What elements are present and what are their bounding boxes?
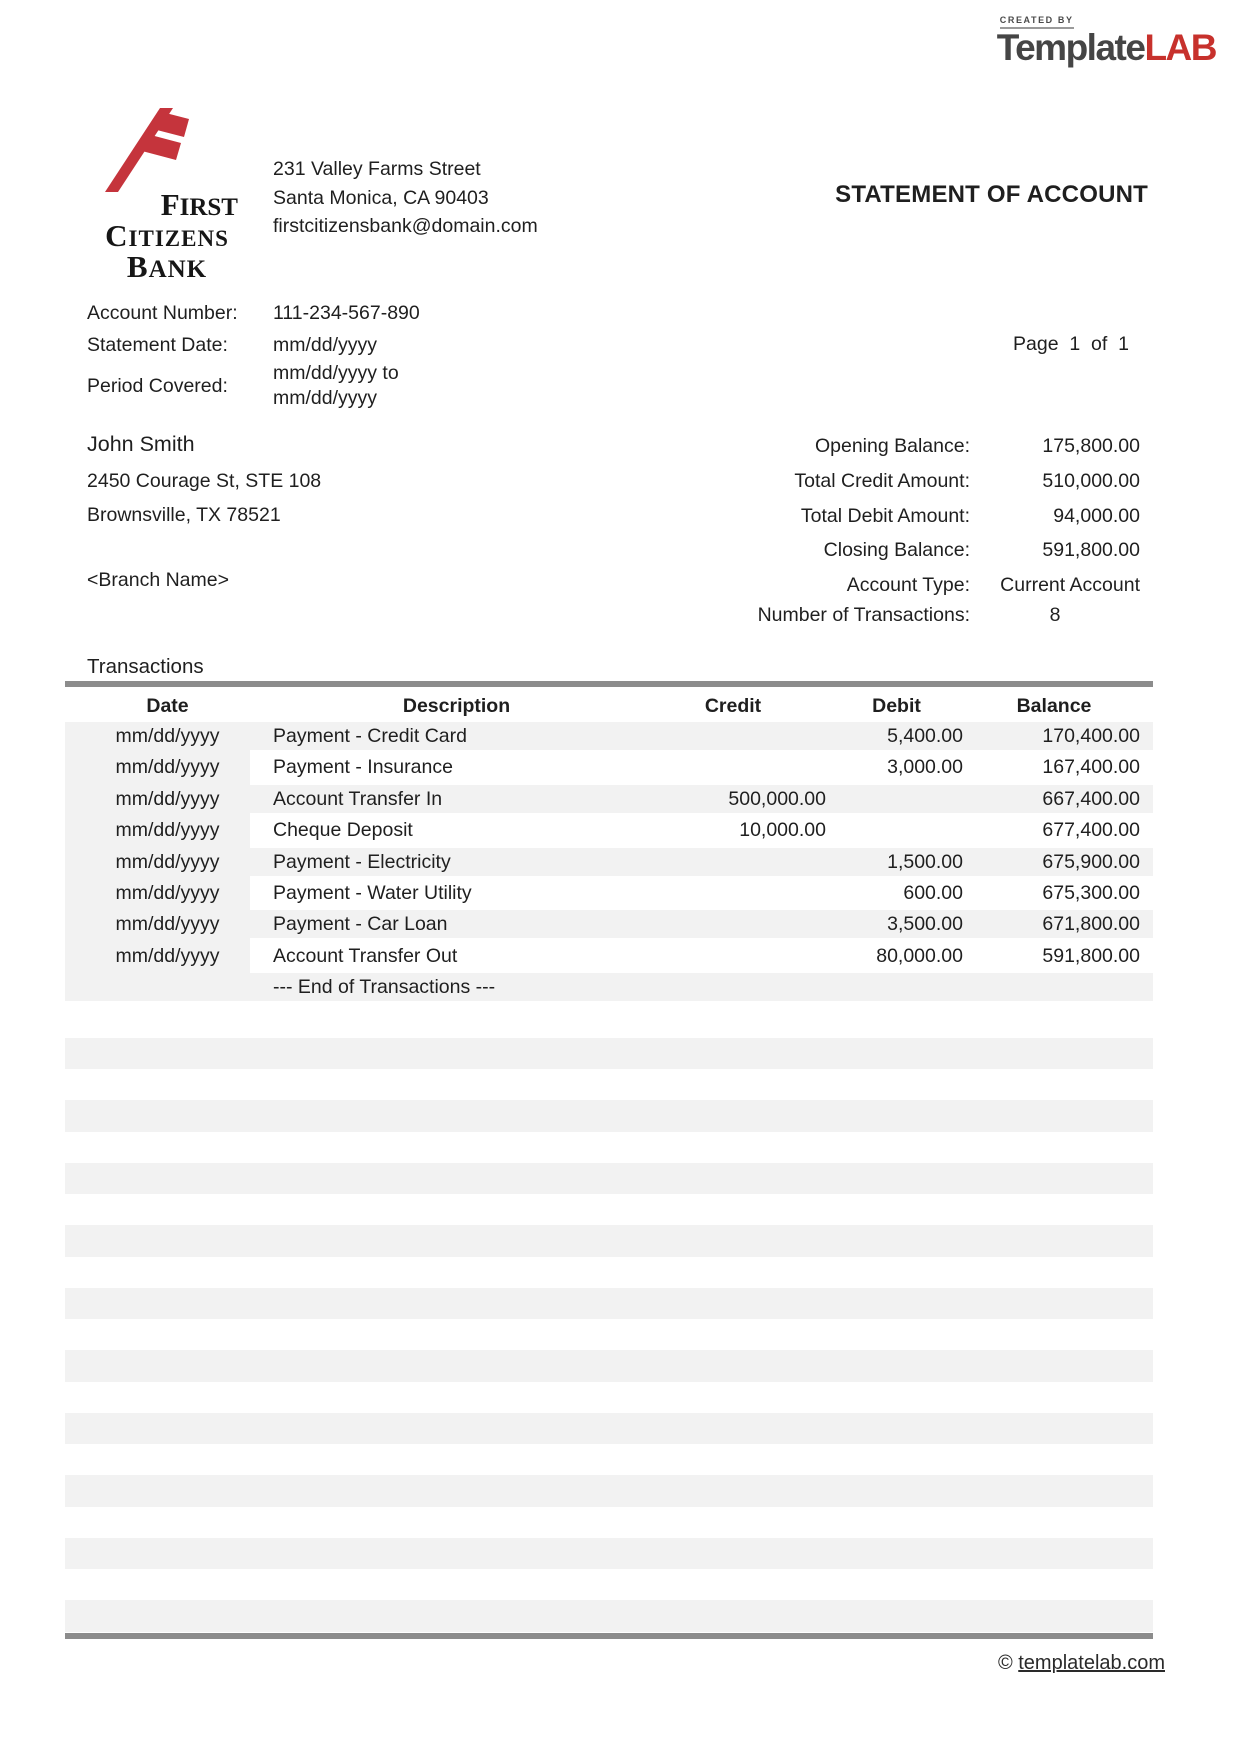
empty-table-row	[65, 1163, 1153, 1194]
cell-description: --- End of Transactions ---	[273, 976, 496, 999]
column-header-date: Date	[146, 695, 189, 717]
table-row	[65, 848, 1153, 876]
cell-credit	[640, 848, 830, 876]
period-covered-value-line-1: mm/dd/yyyy to	[273, 362, 399, 384]
summary-label: Opening Balance:	[814, 435, 970, 457]
empty-table-row	[65, 1288, 1153, 1319]
cell-debit	[830, 816, 968, 844]
templatelab-logo-template: Template	[996, 27, 1145, 68]
statement-date-label: Statement Date:	[87, 334, 228, 356]
summary-value: Current Account	[1000, 574, 1140, 596]
table-row	[65, 816, 1153, 844]
cell-description: Cheque Deposit	[273, 819, 413, 842]
summary-label: Total Debit Amount:	[800, 505, 970, 527]
customer-address-line-2: Brownsville, TX 78521	[87, 504, 281, 526]
branch-name-placeholder: <Branch Name>	[87, 569, 229, 591]
created-by-label: CREATED BY	[1000, 15, 1074, 29]
cell-description: Payment - Insurance	[273, 756, 453, 779]
statement-date-value: mm/dd/yyyy	[273, 334, 378, 356]
cell-date: mm/dd/yyyy	[115, 881, 220, 904]
customer-name: John Smith	[87, 432, 195, 456]
summary-row-transaction-count	[600, 603, 1140, 627]
cell-debit	[830, 785, 968, 813]
cell-debit: 3,000.00	[887, 756, 963, 779]
cell-description: Payment - Electricity	[273, 850, 451, 873]
table-row	[65, 785, 1153, 813]
table-top-rule	[65, 681, 1153, 687]
table-row	[65, 722, 1153, 750]
bank-name-line-2: CITIZENS	[105, 218, 229, 253]
empty-table-row	[65, 1538, 1153, 1569]
bank-name-line-3: BANK	[126, 249, 208, 284]
cell-balance: 591,800.00	[1042, 944, 1140, 967]
column-header-debit: Debit	[872, 695, 921, 717]
empty-table-row	[65, 1350, 1153, 1381]
cell-date: mm/dd/yyyy	[115, 725, 220, 747]
cell-description: Payment - Credit Card	[273, 725, 467, 747]
summary-row-account-type	[600, 573, 1140, 597]
summary-value: 8	[1049, 604, 1061, 626]
cell-balance: 170,400.00	[1042, 725, 1140, 747]
cell-description: Payment - Car Loan	[273, 913, 448, 936]
empty-table-row	[65, 1038, 1153, 1069]
summary-value: 510,000.00	[1042, 470, 1140, 492]
transactions-table-body	[65, 722, 1153, 1005]
summary-row-total-debit	[600, 504, 1140, 528]
templatelab-logo-lab: LAB	[1144, 27, 1216, 68]
period-covered-value-line-2: mm/dd/yyyy	[273, 387, 378, 409]
cell-date: mm/dd/yyyy	[115, 944, 220, 967]
templatelab-logo	[997, 29, 1216, 67]
bank-name-line-1: FIRST	[160, 187, 238, 222]
cell-balance: 667,400.00	[1042, 787, 1140, 810]
summary-row-closing-balance	[600, 538, 1140, 562]
period-covered-label: Period Covered:	[87, 375, 228, 397]
cell-balance: 677,400.00	[1042, 819, 1140, 842]
summary-value: 175,800.00	[1042, 435, 1140, 457]
cell-debit: 1,500.00	[887, 850, 963, 873]
customer-address-line-1: 2450 Courage St, STE 108	[87, 470, 322, 492]
table-row	[65, 910, 1153, 938]
column-header-description: Description	[402, 695, 511, 717]
cell-date	[65, 973, 250, 1001]
templatelab-footer-link[interactable]: templatelab.com	[1018, 1652, 1165, 1674]
summary-row-total-credit	[600, 469, 1140, 493]
cell-debit: 3,500.00	[887, 913, 963, 936]
bank-address-line-1: 231 Valley Farms Street	[273, 158, 481, 180]
bank-flag-icon	[105, 108, 190, 192]
templatelab-badge	[997, 10, 1216, 67]
cell-debit: 80,000.00	[876, 944, 963, 967]
bank-address	[273, 155, 538, 241]
cell-balance: 167,400.00	[1042, 756, 1140, 779]
page-title: STATEMENT OF ACCOUNT	[835, 181, 1148, 208]
bank-address-line-2: Santa Monica, CA 90403	[273, 186, 489, 209]
page-footer	[998, 1652, 1165, 1675]
transactions-heading: Transactions	[87, 655, 204, 678]
table-row	[65, 942, 1153, 970]
cell-debit: 5,400.00	[887, 725, 963, 747]
summary-value: 591,800.00	[1042, 539, 1140, 561]
summary-label: Number of Transactions:	[757, 604, 970, 626]
empty-table-row	[65, 1100, 1153, 1131]
account-number-value: 111-234-567-890	[273, 302, 420, 324]
cell-debit: 600.00	[903, 881, 963, 904]
cell-date: mm/dd/yyyy	[115, 819, 220, 842]
table-bottom-rule	[65, 1633, 1153, 1639]
cell-description: Payment - Water Utility	[273, 881, 472, 904]
cell-credit	[640, 722, 830, 750]
cell-description: Account Transfer Out	[273, 944, 458, 967]
summary-row-opening-balance	[600, 434, 1140, 458]
cell-balance	[968, 973, 1153, 1001]
cell-credit	[640, 753, 830, 781]
cell-date: mm/dd/yyyy	[115, 913, 220, 936]
cell-date: mm/dd/yyyy	[115, 850, 220, 873]
empty-table-row	[65, 1600, 1153, 1631]
cell-credit	[640, 910, 830, 938]
account-number-label: Account Number:	[87, 302, 238, 324]
cell-balance: 675,300.00	[1042, 881, 1140, 904]
summary-value: 94,000.00	[1053, 505, 1140, 527]
copyright-symbol: ©	[997, 1652, 1013, 1674]
bank-address-line-3: firstcitizensbank@domain.com	[273, 215, 538, 237]
page-indicator: Page 1 of 1	[1013, 333, 1130, 355]
cell-credit	[640, 973, 830, 1001]
cell-credit: 500,000.00	[728, 787, 826, 810]
cell-debit	[830, 973, 968, 1001]
empty-table-rows	[65, 1038, 1153, 1663]
table-row	[65, 879, 1153, 907]
summary-label: Account Type:	[846, 574, 970, 596]
table-row-end-of-transactions	[65, 973, 1153, 1001]
table-row	[65, 753, 1153, 781]
cell-balance: 675,900.00	[1042, 850, 1140, 873]
empty-table-row	[65, 1413, 1153, 1444]
summary-label: Total Credit Amount:	[794, 470, 970, 492]
bank-logo	[92, 108, 242, 284]
empty-table-row	[65, 1225, 1153, 1256]
cell-credit	[640, 942, 830, 970]
column-header-credit: Credit	[704, 695, 762, 717]
cell-credit	[640, 879, 830, 907]
summary-label: Closing Balance:	[823, 539, 970, 561]
cell-description: Account Transfer In	[273, 787, 443, 810]
cell-balance: 671,800.00	[1042, 913, 1140, 936]
cell-date: mm/dd/yyyy	[115, 756, 220, 779]
column-header-balance: Balance	[1016, 695, 1092, 717]
cell-credit: 10,000.00	[739, 819, 826, 842]
cell-date: mm/dd/yyyy	[115, 787, 220, 810]
empty-table-row	[65, 1475, 1153, 1506]
table-header-row	[65, 692, 1153, 720]
